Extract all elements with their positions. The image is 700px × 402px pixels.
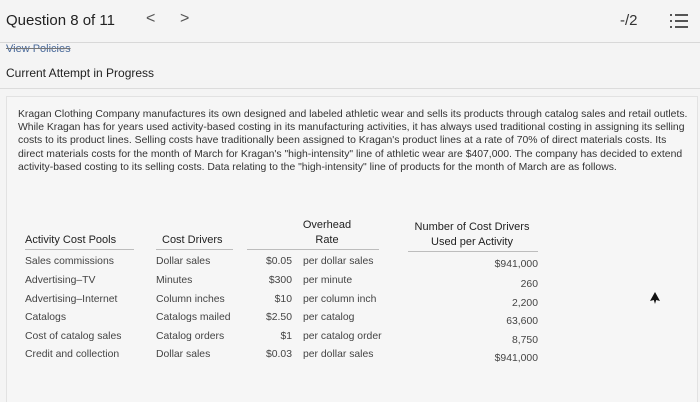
divider bbox=[0, 88, 700, 89]
cell-rate-unit: per dollar sales bbox=[303, 349, 374, 360]
header-underline bbox=[247, 249, 379, 250]
cell-pool: Credit and collection bbox=[25, 349, 120, 360]
mouse-cursor-icon bbox=[650, 292, 660, 304]
header-underline bbox=[408, 251, 538, 252]
cell-driver: Catalogs mailed bbox=[156, 312, 231, 323]
cell-rate-unit: per catalog order bbox=[303, 331, 382, 342]
attempt-status: Current Attempt in Progress bbox=[6, 66, 155, 80]
cell-rate: $1 bbox=[280, 331, 292, 342]
cell-driver: Dollar sales bbox=[156, 256, 211, 267]
list-icon[interactable] bbox=[670, 14, 688, 28]
cell-rate: $0.05 bbox=[265, 256, 292, 267]
header-underline bbox=[25, 249, 134, 250]
header-underline bbox=[156, 249, 233, 250]
cell-rate-unit: per minute bbox=[303, 275, 353, 286]
cell-rate-unit: per catalog bbox=[303, 312, 355, 323]
view-policies-link[interactable]: View Policies bbox=[6, 43, 71, 55]
header-number-of-cost-drivers: Number of Cost Drivers Used per Activity bbox=[414, 221, 530, 248]
question-counter: Question 8 of 11 bbox=[6, 12, 115, 29]
next-question-button[interactable]: > bbox=[180, 10, 190, 27]
question-card bbox=[6, 96, 698, 402]
question-header bbox=[0, 0, 700, 43]
cell-rate: $10 bbox=[274, 294, 292, 305]
cell-pool: Catalogs bbox=[25, 312, 67, 323]
question-score: -/2 bbox=[620, 12, 638, 29]
cell-driver-count: 63,600 bbox=[506, 316, 538, 327]
previous-question-button[interactable]: < bbox=[146, 10, 156, 27]
problem-text: Kragan Clothing Company manufactures its own designed and labeled athletic wear and sells its products through catalog sales and retail outlets. While Kragan has for years used activity-based costing in its manufacturing activities, it has always used traditional costing in assigning its selling costs to its product lines. Selling costs have traditionally been assigned to Kragan's product lines at a rate of 70% of direct materials costs. Its direct materials costs for the month of March for Kragan's "high-intensity" line of athletic wear are $407,000. The company has decided to extend activity-based costing to its selling costs. Data relating to the "high-intensity" line of products for the month of March are as follows. bbox=[18, 109, 688, 173]
cell-driver-count: 8,750 bbox=[511, 335, 538, 346]
header-activity-cost-pools: Activity Cost Pools bbox=[25, 234, 117, 246]
cell-pool: Sales commissions bbox=[25, 256, 114, 267]
cell-rate-unit: per column inch bbox=[303, 294, 377, 305]
cell-driver: Catalog orders bbox=[156, 331, 225, 342]
header-cost-drivers: Cost Drivers bbox=[162, 234, 223, 246]
cell-driver-count: $941,000 bbox=[494, 353, 538, 364]
cell-rate: $300 bbox=[268, 275, 292, 286]
cell-driver-count: $941,000 bbox=[494, 259, 538, 270]
cell-rate: $0.03 bbox=[265, 349, 292, 360]
cell-driver-count: 2,200 bbox=[511, 298, 538, 309]
cell-rate: $2.50 bbox=[265, 312, 292, 323]
cell-driver-count: 260 bbox=[520, 279, 538, 290]
cell-driver: Dollar sales bbox=[156, 349, 211, 360]
cell-pool: Advertising–TV bbox=[25, 275, 96, 286]
cell-rate-unit: per dollar sales bbox=[303, 256, 374, 267]
cell-driver: Column inches bbox=[156, 294, 225, 305]
cell-pool: Cost of catalog sales bbox=[25, 331, 122, 342]
cell-driver: Minutes bbox=[156, 275, 193, 286]
header-overhead-rate: Overhead Rate bbox=[302, 219, 352, 246]
cell-pool: Advertising–Internet bbox=[25, 294, 118, 305]
